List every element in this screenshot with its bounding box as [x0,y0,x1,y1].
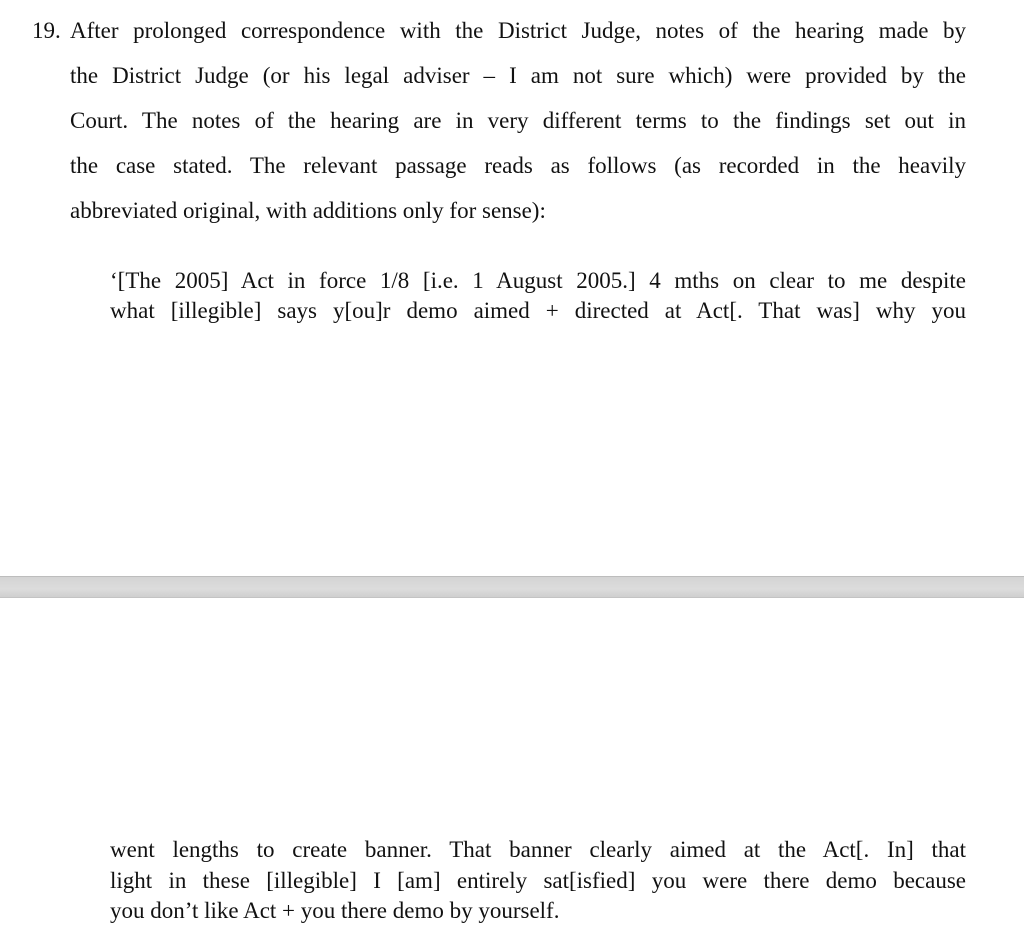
quote-line: light in these [illegible] I [am] entirely sat[isfied] you were there demo because [110,868,966,893]
paragraph-line: Court. The notes of the hearing are in very different terms to the findings set out in [70,108,966,133]
paragraph-line: the District Judge (or his legal adviser – I am not sure which) were provided by the [70,63,966,88]
quote-line: went lengths to create banner. That banner clearly aimed at the Act[. In] that [110,837,966,862]
paragraph-number: 19. [32,18,61,43]
paragraph-line: the case stated. The relevant passage reads as follows (as recorded in the heavily [70,153,966,178]
paragraph-line: After prolonged correspondence with the District Judge, notes of the hearing made by [70,18,966,43]
document-page-2 [0,598,1024,929]
page-separator [0,576,1024,598]
paragraph-line: abbreviated original, with additions only for sense): [70,198,546,223]
quote-line: ‘[The 2005] Act in force 1/8 [i.e. 1 August 2005.] 4 mths on clear to me despite [110,268,966,293]
quote-line: what [illegible] says y[ou]r demo aimed + directed at Act[. That was] why you [110,298,966,323]
quote-line: you don’t like Act + you there demo by yourself. [110,898,560,923]
